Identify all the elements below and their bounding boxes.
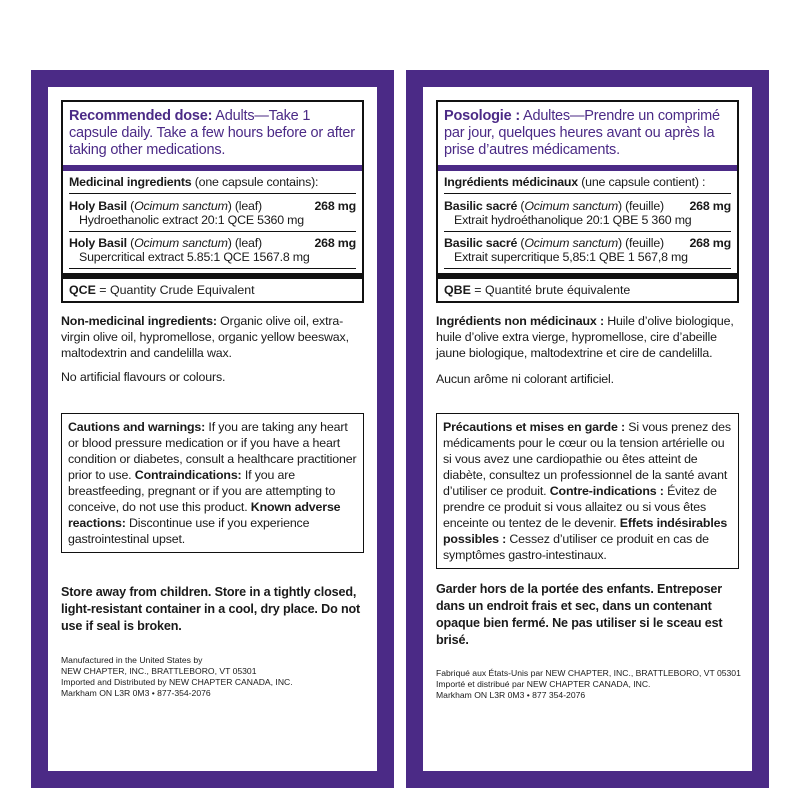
adverse-text: Cessez d’utiliser ce produit en cas de symptômes gastro-intestinaux. [443,532,709,562]
ingredient-latin: Ocimum sanctum [134,198,228,213]
ingredient-name: Holy Basil [69,198,127,213]
posologie [444,108,731,159]
contra-bold: Contre-indications : [549,484,664,498]
nonmed-text: Huile d’olive biologique, huile d’olive extra vierge, hypromellose, cire d’abeille jaune biologique, maltodextrine et cire de candelilla. [436,314,734,360]
storage-instructions: Store away from children. Store in a tightly closed, light-resistant container in a cool, dry place. Do not use if seal is broken. [61,585,361,633]
dose-text: Adultes—Prendre un comprimé par jour, quelques heures avant ou après la prise d’autres médicaments. [444,108,720,158]
abbr-bold: QBE [444,282,471,297]
purple-rule [438,165,737,171]
ingredients-header-bold: Medicinal ingredients [69,175,192,189]
ingredient-latin: Ocimum sanctum [524,235,618,250]
ingredient-extract: Extrait supercritique 5,85:1 QBE 1 567,8 mg [454,250,688,264]
ingredients-header-bold: Ingrédients médicinaux [444,175,578,189]
english-dosage-table [61,100,364,303]
ingredient-row: Holy Basil (Ocimum sanctum) (leaf) 268 mg Hydroethanolic extract 20:1 QCE 5360 mg [69,198,356,232]
dose-title: Recommended dose: [69,108,213,124]
recommended-dose [69,108,356,159]
mfr-line: Imported and Distributed by NEW CHAPTER CANADA, INC. [61,677,293,687]
ingredient-name: Basilic sacré [444,235,518,250]
adverse-text: Discontinue use if you experience gastrointestinal upset. [68,516,310,546]
ingredient-part: (leaf) [231,235,262,250]
french-label-panel [406,70,769,788]
adverse-bold: Effets indésirables possibles : [443,516,728,546]
ingredient-latin: Ocimum sanctum [524,198,618,213]
manufacturer-info [436,668,741,701]
abbr-text: = Quantity Crude Equivalent [95,282,255,297]
ingredient-amount: 268 mg [689,235,731,250]
ingredient-extract: Supercritical extract 5.85:1 QCE 1567.8 mg [79,250,310,264]
abbr-text: = Quantité brute équivalente [470,282,631,297]
ingredient-amount: 268 mg [314,235,356,250]
abbreviation-note [69,283,356,298]
french-dosage-table [436,100,739,303]
ingredient-part: (leaf) [231,198,262,213]
cautions-box [61,413,364,553]
ingredient-amount: 268 mg [689,198,731,213]
nonmed-text: Organic olive oil, extra-virgin olive oil, hypromellose, organic yellow beeswax, maltodextrin and candelilla wax. [61,314,349,360]
ingredient-name: Basilic sacré [444,198,518,213]
abbr-bold: QCE [69,282,96,297]
black-rule [63,273,362,279]
cautions-bold: Cautions and warnings: [68,420,206,434]
ingredients-header-rest: (one capsule contains): [191,175,319,189]
abbreviation-note [444,283,731,298]
cautions-text: Si vous prenez des médicaments pour le cœur ou la tension artérielle ou si vous avez une cardiopathie ou êtes atteint de diabète, consultez un professionnel de la santé avant d’utiliser ce produit. [443,420,731,498]
no-artificial-note: Aucun arôme ni colorant artificiel. [436,372,614,386]
french-label-body [423,87,752,771]
ingredient-row: Holy Basil (Ocimum sanctum) (leaf) 268 mg Supercritical extract 5.85:1 QCE 1567.8 mg [69,235,356,269]
ingredient-row: Basilic sacré (Ocimum sanctum) (feuille) 268 mg Extrait hydroéthanolique 20:1 QBE 5 360 mg [444,198,731,232]
purple-rule [63,165,362,171]
contra-text: Évitez de prendre ce produit si vous allaitez ou si vous êtes enceinte ou tentez de le devenir. [443,484,717,530]
ingredient-part: (feuille) [621,198,664,213]
mfr-line: Importé et distribué par NEW CHAPTER CANADA, INC. [436,679,651,689]
ingredient-part: (feuille) [621,235,664,250]
english-label-body [48,87,377,771]
ingredient-name: Holy Basil [69,235,127,250]
dose-title: Posologie : [444,108,520,124]
nonmed-bold: Ingrédients non médicinaux : [436,314,604,328]
ingredients-header [444,175,731,194]
cautions-bold: Précautions et mises en garde : [443,420,625,434]
ingredients-header [69,175,356,194]
manufacturer-info [61,655,366,699]
ingredients-header-rest: (une capsule contient) : [578,175,706,189]
ingredient-extract: Hydroethanolic extract 20:1 QCE 5360 mg [79,213,304,227]
ingredient-extract: Extrait hydroéthanolique 20:1 QBE 5 360 mg [454,213,692,227]
adverse-bold: Known adverse reactions: [68,500,341,530]
contra-bold: Contraindications: [134,468,242,482]
mfr-line: Manufactured in the United States by [61,655,203,665]
dose-text: Adults—Take 1 capsule daily. Take a few hours before or after taking other medications. [69,108,355,158]
black-rule [438,273,737,279]
english-label-panel [31,70,394,788]
non-medicinal-ingredients [436,313,741,361]
cautions-text: If you are taking any heart or blood pressure medication or if you have a heart condition or diabetes, consult a healthcare practitioner prior to use. [68,420,357,482]
storage-instructions: Garder hors de la portée des enfants. Entreposer dans un endroit frais et sec, dans un contenant opaque bien fermé. Ne pas utiliser si le sceau est brisé. [436,582,723,647]
ingredient-row: Basilic sacré (Ocimum sanctum) (feuille) 268 mg Extrait supercritique 5,85:1 QBE 1 567,8 mg [444,235,731,269]
mfr-line: Fabriqué aux États-Unis par NEW CHAPTER, INC., BRATTLEBORO, VT 05301 [436,668,741,678]
no-artificial-note: No artificial flavours or colours. [61,370,226,384]
mfr-line: Markham ON L3R 0M3 • 877-354-2076 [61,688,211,698]
contra-text: If you are breastfeeding, pregnant or if you are attempting to conceive, do not use this product. [68,468,336,514]
mfr-line: NEW CHAPTER, INC., BRATTLEBORO, VT 05301 [61,666,257,676]
ingredient-latin: Ocimum sanctum [134,235,228,250]
cautions-box [436,413,739,569]
mfr-line: Markham ON L3R 0M3 • 877 354-2076 [436,690,586,700]
nonmed-bold: Non-medicinal ingredients: [61,314,217,328]
non-medicinal-ingredients [61,313,366,361]
ingredient-amount: 268 mg [314,198,356,213]
